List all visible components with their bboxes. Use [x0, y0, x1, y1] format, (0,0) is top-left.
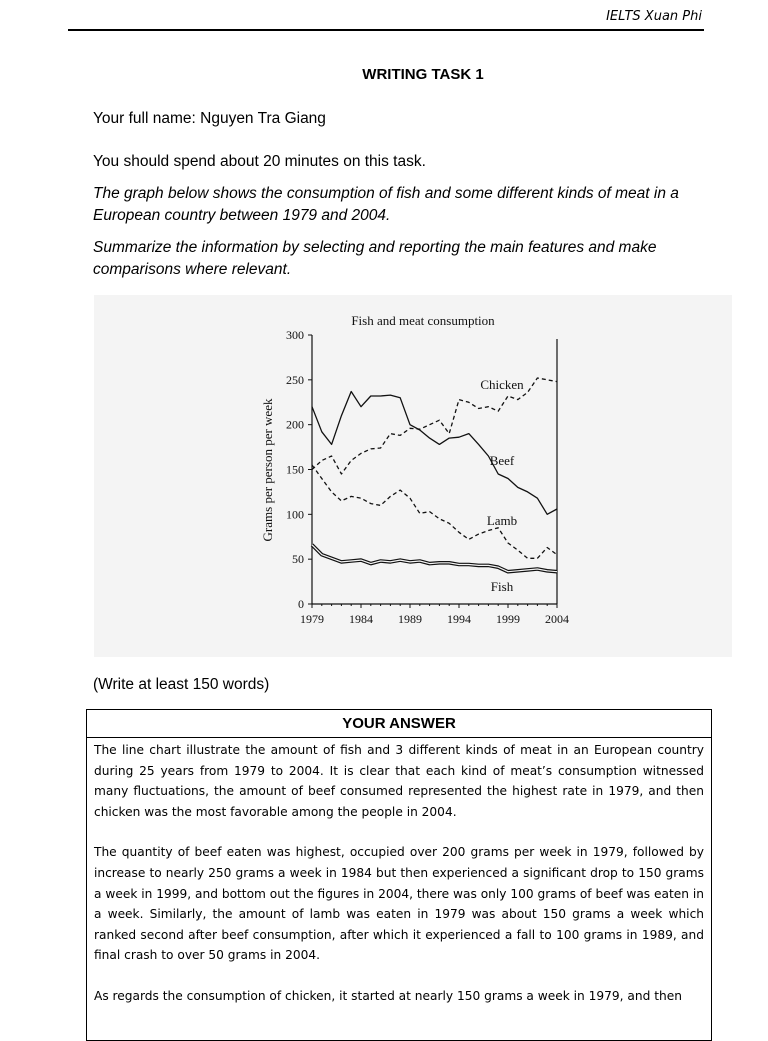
- time-instruction: You should spend about 20 minutes on this task.: [93, 153, 426, 170]
- x-tick-label: 1989: [398, 612, 422, 626]
- answer-paragraph: The quantity of beef eaten was highest, occupied over 200 grams per week in 1979, followed by increase to nearly 250 grams a week in 1984 but then experienced a significant drop to 150 grams a week in 1999, and bottom out the figures in 2004, there was only 100 grams of beef was eaten in a week. Similarly, the amount of lamb was eaten in 1979 was about 150 grams a week which ranked second after beef consumption, after which it experienced a fall to 100 grams in 1989, and final crash to over 50 grams in 2004.: [94, 845, 704, 963]
- answer-heading: YOUR ANSWER: [87, 710, 711, 738]
- x-tick-label: 1984: [349, 612, 373, 626]
- answer-paragraph: The line chart illustrate the amount of fish and 3 different kinds of meat in an European country during 25 years from 1979 to 2004. It is clear that each kind of meat’s consumption witnessed many fluctuations, the amount of beef consumed represented the highest rate in 1979, and then chicken was the most favorable among the people in 2004.: [94, 743, 704, 819]
- x-tick-label: 1999: [496, 612, 520, 626]
- series-label-fish: Fish: [490, 579, 514, 594]
- answer-paragraph: As regards the consumption of chicken, it started at nearly 150 grams a week in 1979, and then: [94, 988, 682, 1003]
- fish-line-inner: [312, 545, 557, 572]
- fish-line: [312, 545, 557, 572]
- y-axis-label: Grams per person per week: [260, 398, 275, 542]
- chicken-line: [312, 378, 557, 474]
- x-tick-label: 2004: [545, 612, 569, 626]
- line-chart: [94, 295, 732, 657]
- task-instruction: Summarize the information by selecting and reporting the main features and make comparisons where relevant.: [93, 239, 657, 278]
- task-description: The graph below shows the consumption of fish and some different kinds of meat in a European country between 1979 and 2004.: [93, 185, 679, 224]
- x-tick-label: 1994: [447, 612, 471, 626]
- y-tick-label: 200: [286, 417, 304, 432]
- chart-title: Fish and meat consumption: [351, 313, 495, 328]
- lamb-line: [312, 465, 557, 558]
- header-divider: [68, 29, 704, 31]
- y-tick-label: 250: [286, 372, 304, 387]
- full-name-line: Your full name: Nguyen Tra Giang: [93, 110, 326, 127]
- task-title: WRITING TASK 1: [362, 66, 484, 83]
- y-tick-label: 300: [286, 328, 304, 342]
- word-requirement: (Write at least 150 words): [93, 676, 270, 693]
- series-label-lamb: Lamb: [486, 513, 518, 528]
- series-label-chicken: Chicken: [480, 377, 524, 392]
- beef-line: [312, 392, 557, 515]
- series-label-beef: Beef: [489, 453, 515, 468]
- answer-box: [86, 709, 712, 1041]
- header-brand: IELTS Xuan Phi: [606, 9, 702, 24]
- answer-body: [87, 738, 711, 1007]
- y-tick-label: 100: [286, 507, 304, 522]
- chart-svg: [94, 295, 732, 657]
- y-tick-label: 50: [292, 552, 304, 567]
- y-tick-label: 150: [286, 462, 304, 477]
- y-tick-label: 0: [298, 597, 304, 611]
- x-tick-label: 1979: [300, 612, 324, 626]
